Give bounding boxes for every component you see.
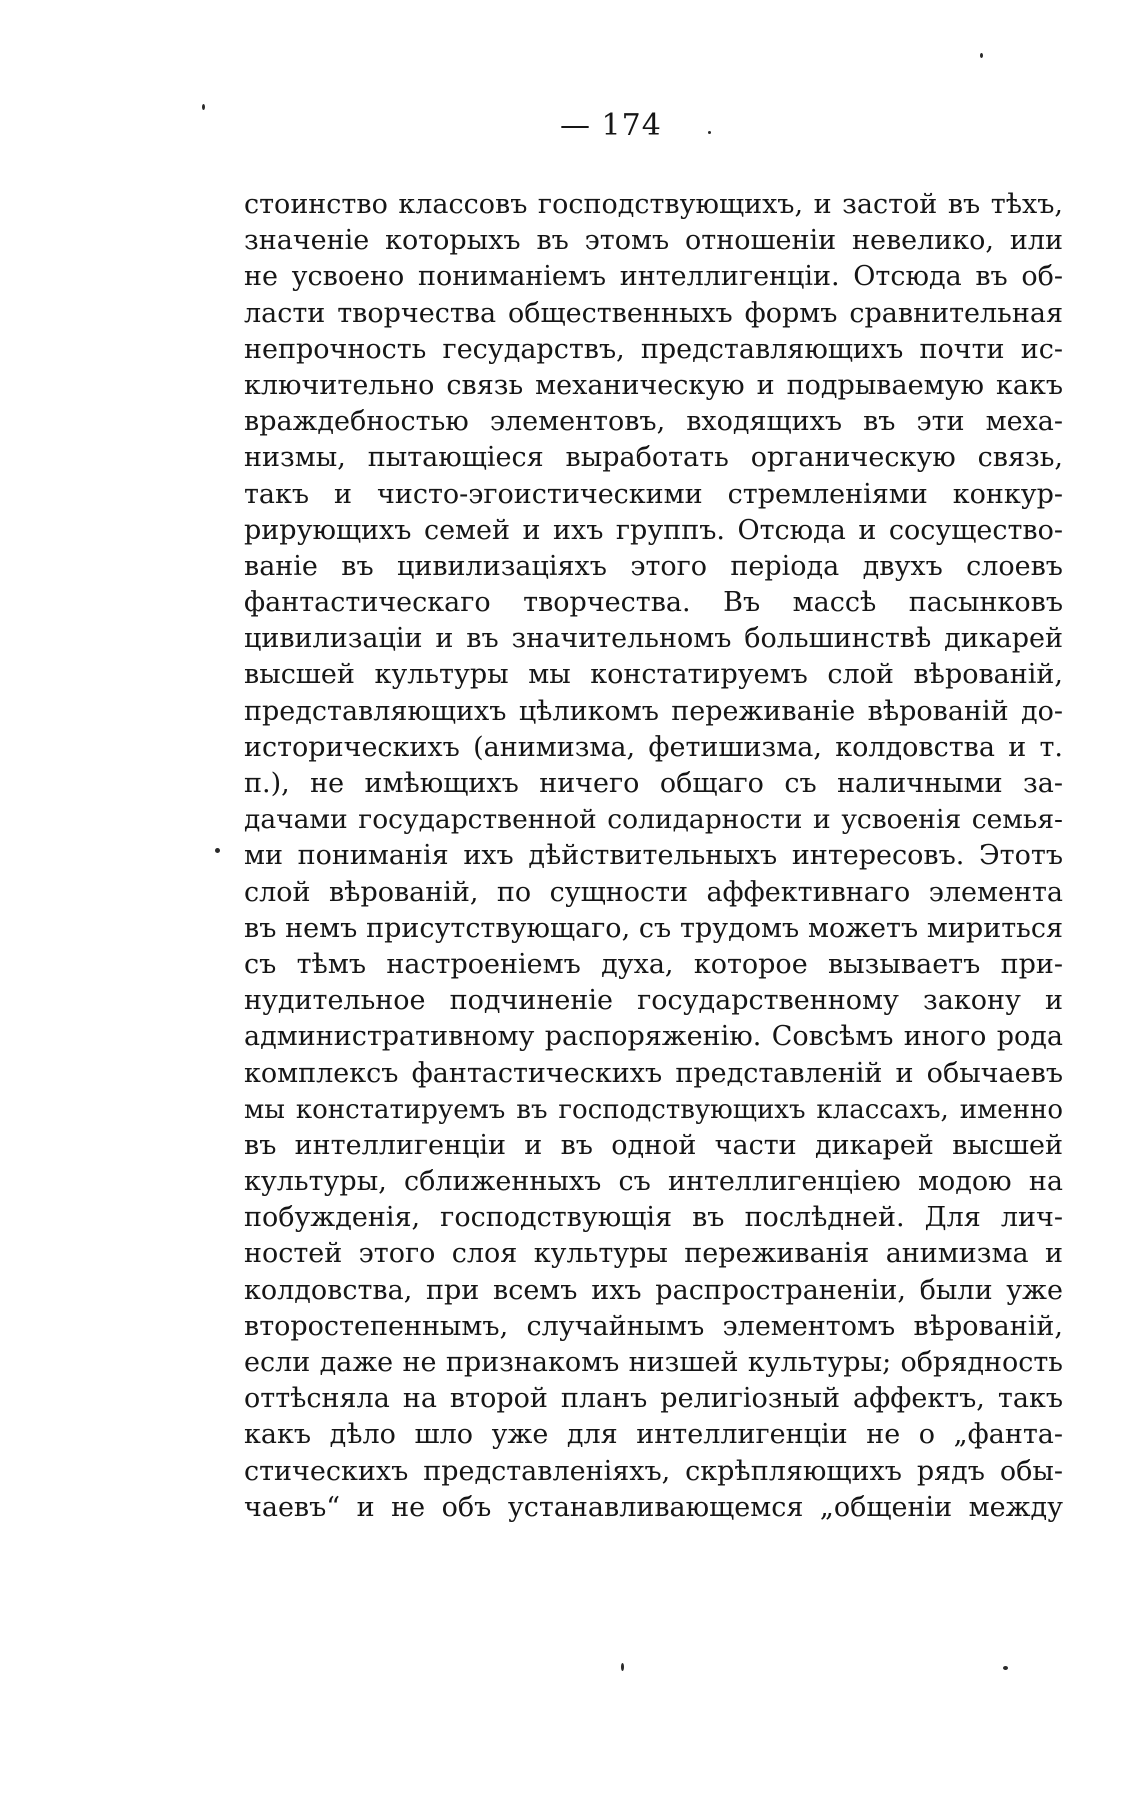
page-number: — 174 xyxy=(560,108,662,143)
text-line-24: административному распоряженію. Совсѣмъ иного рода xyxy=(244,1021,1063,1053)
text-line-15: представляющихъ цѣликомъ переживаніе вѣрованій до- xyxy=(244,695,1063,727)
speck-2 xyxy=(980,53,983,58)
speck-6 xyxy=(1003,1666,1008,1670)
text-line-25: комплексъ фантастическихъ представленій и обычаевъ xyxy=(244,1057,1063,1089)
text-line-31: колдовства, при всемъ ихъ распространеніи, были уже xyxy=(244,1274,1063,1306)
text-line-5: непрочность гесударствъ, представляющихъ почти ис- xyxy=(244,333,1063,365)
text-line-28: культуры, сближенныхъ съ интеллигенціею модою на xyxy=(244,1166,1063,1198)
text-line-13: цивилизаціи и въ значительномъ большинствѣ дикарей xyxy=(244,623,1063,655)
text-line-37: чаевъ“ и не объ устанавливающемся „общеніи между xyxy=(244,1491,1063,1523)
text-line-22: съ тѣмъ настроеніемъ духа, которое вызываетъ при- xyxy=(244,948,1063,980)
text-line-14: высшей культуры мы констатируемъ слой вѣрованій, xyxy=(244,659,1063,691)
text-line-23: нудительное подчиненіе государственному закону и xyxy=(244,985,1063,1017)
speck-4 xyxy=(215,848,220,853)
text-line-36: стическихъ представленіяхъ, скрѣпляющихъ рядъ обы- xyxy=(244,1455,1063,1487)
body-text xyxy=(244,187,1063,1526)
text-line-7: враждебностью элементовъ, входящихъ въ эти меха- xyxy=(244,406,1063,438)
text-line-30: ностей этого слоя культуры переживанія анимизма и xyxy=(244,1238,1063,1270)
text-line-21: въ немъ присутствующаго, съ трудомъ можетъ мириться xyxy=(244,912,1063,944)
text-line-19: ми пониманія ихъ дѣйствительныхъ интересовъ. Этотъ xyxy=(244,840,1063,872)
text-line-12: фантастическаго творчества. Въ массѣ пасынковъ xyxy=(244,587,1063,619)
text-line-34: оттѣсняла на второй планъ религіозный аффектъ, такъ xyxy=(244,1383,1063,1415)
text-line-4: ласти творчества общественныхъ формъ сравнительная xyxy=(244,297,1063,329)
speck-3 xyxy=(708,131,711,134)
text-line-3: не усвоено пониманіемъ интеллигенціи. Отсюда въ об- xyxy=(244,261,1063,293)
text-line-9: такъ и чисто-эгоистическими стремленіями конкур- xyxy=(244,478,1063,510)
text-line-35: какъ дѣло шло уже для интеллигенціи не о „фанта- xyxy=(244,1419,1063,1451)
text-line-27: въ интеллигенціи и въ одной части дикарей высшей xyxy=(244,1129,1063,1161)
speck-5 xyxy=(621,1663,624,1671)
text-line-18: дачами государственной солидарности и усвоенія семья- xyxy=(244,804,1063,836)
text-line-6: ключительно связь механическую и подрываемую какъ xyxy=(244,369,1063,401)
text-line-26: мы констатируемъ въ господствующихъ классахъ, именно xyxy=(244,1094,1063,1125)
speck-1 xyxy=(202,104,205,110)
text-line-2: значеніе которыхъ въ этомъ отношеніи невелико, или xyxy=(244,225,1063,257)
text-line-32: второстепеннымъ, случайнымъ элементомъ вѣрованій, xyxy=(244,1310,1063,1342)
text-line-8: низмы, пытающіеся выработать органическую связь, xyxy=(244,442,1063,474)
text-line-10: рирующихъ семей и ихъ группъ. Отсюда и сосущество- xyxy=(244,514,1063,546)
text-line-20: слой вѣрованій, по сущности аффективнаго элемента xyxy=(244,876,1063,908)
text-line-11: ваніе въ цивилизаціяхъ этого періода двухъ слоевъ xyxy=(244,550,1063,582)
text-line-33: если даже не признакомъ низшей культуры; обрядность xyxy=(244,1347,1063,1378)
text-line-16: историческихъ (анимизма, фетишизма, колдовства и т. xyxy=(244,731,1063,763)
text-line-17: п.), не имѣющихъ ничего общаго съ наличными за- xyxy=(244,768,1063,799)
text-line-1: стоинство классовъ господствующихъ, и застой въ тѣхъ, xyxy=(244,189,1063,220)
text-line-29: побужденія, господствующія въ послѣдней. Для лич- xyxy=(244,1202,1063,1234)
